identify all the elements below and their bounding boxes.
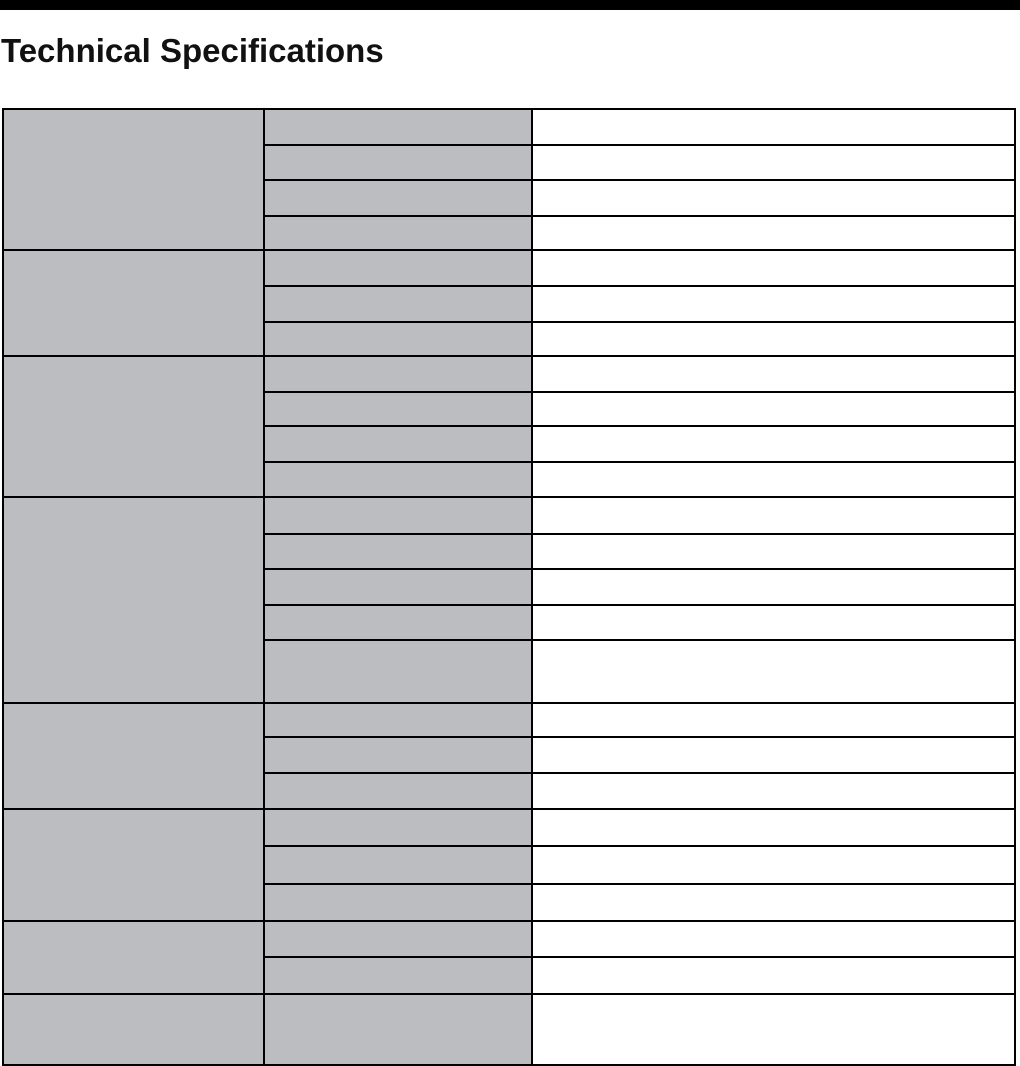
spec-row xyxy=(3,809,1015,846)
spec-value-cell xyxy=(532,773,1015,809)
spec-value-cell xyxy=(532,640,1015,703)
spec-parameter-cell xyxy=(264,356,532,392)
spec-parameter-cell xyxy=(264,994,532,1065)
spec-parameter-cell xyxy=(264,737,532,773)
spec-value-cell xyxy=(532,605,1015,640)
spec-parameter-cell xyxy=(264,216,532,250)
spec-value-cell xyxy=(532,994,1015,1065)
spec-value-cell xyxy=(532,534,1015,569)
spec-parameter-cell xyxy=(264,392,532,426)
spec-row xyxy=(3,921,1015,957)
spec-category-cell xyxy=(3,809,264,921)
spec-parameter-cell xyxy=(264,773,532,809)
spec-value-cell xyxy=(532,957,1015,994)
spec-parameter-cell xyxy=(264,884,532,921)
spec-parameter-cell xyxy=(264,640,532,703)
spec-parameter-cell xyxy=(264,180,532,216)
header-rule xyxy=(0,0,1020,10)
spec-value-cell xyxy=(532,216,1015,250)
spec-value-cell xyxy=(532,737,1015,773)
spec-parameter-cell xyxy=(264,322,532,356)
spec-parameter-cell xyxy=(264,497,532,534)
spec-value-cell xyxy=(532,809,1015,846)
spec-value-cell xyxy=(532,497,1015,534)
spec-value-cell xyxy=(532,356,1015,392)
spec-parameter-cell xyxy=(264,462,532,497)
spec-value-cell xyxy=(532,921,1015,957)
spec-value-cell xyxy=(532,884,1015,921)
spec-row xyxy=(3,497,1015,534)
spec-category-cell xyxy=(3,497,264,703)
spec-row xyxy=(3,109,1015,145)
spec-value-cell xyxy=(532,145,1015,180)
spec-value-cell xyxy=(532,109,1015,145)
spec-parameter-cell xyxy=(264,250,532,286)
spec-parameter-cell xyxy=(264,921,532,957)
spec-row xyxy=(3,356,1015,392)
spec-value-cell xyxy=(532,569,1015,605)
spec-category-cell xyxy=(3,994,264,1065)
spec-parameter-cell xyxy=(264,109,532,145)
spec-value-cell xyxy=(532,392,1015,426)
spec-table-body xyxy=(3,109,1015,1065)
spec-parameter-cell xyxy=(264,534,532,569)
spec-value-cell xyxy=(532,250,1015,286)
spec-parameter-cell xyxy=(264,957,532,994)
page-title: Technical Specifications xyxy=(1,32,384,69)
spec-parameter-cell xyxy=(264,569,532,605)
spec-row xyxy=(3,703,1015,737)
spec-row xyxy=(3,994,1015,1065)
spec-table xyxy=(2,108,1016,1066)
spec-row xyxy=(3,250,1015,286)
spec-parameter-cell xyxy=(264,703,532,737)
spec-value-cell xyxy=(532,703,1015,737)
spec-category-cell xyxy=(3,109,264,250)
spec-parameter-cell xyxy=(264,809,532,846)
spec-parameter-cell xyxy=(264,145,532,180)
spec-category-cell xyxy=(3,921,264,994)
spec-value-cell xyxy=(532,462,1015,497)
spec-value-cell xyxy=(532,322,1015,356)
spec-category-cell xyxy=(3,250,264,356)
spec-category-cell xyxy=(3,703,264,809)
spec-parameter-cell xyxy=(264,426,532,462)
spec-parameter-cell xyxy=(264,846,532,884)
spec-category-cell xyxy=(3,356,264,497)
spec-value-cell xyxy=(532,286,1015,322)
spec-parameter-cell xyxy=(264,286,532,322)
spec-value-cell xyxy=(532,846,1015,884)
spec-value-cell xyxy=(532,426,1015,462)
spec-parameter-cell xyxy=(264,605,532,640)
spec-value-cell xyxy=(532,180,1015,216)
